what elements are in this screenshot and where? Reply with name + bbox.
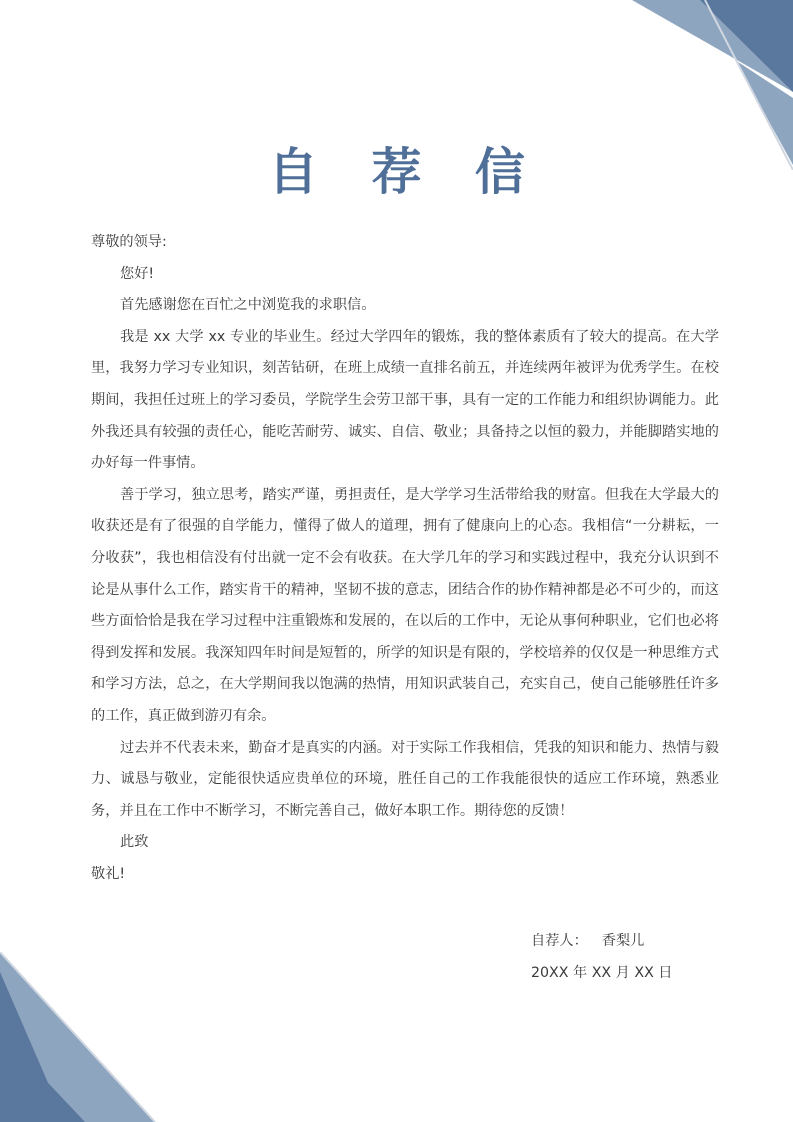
- signature-block: [531, 926, 672, 989]
- closing-line-1: 此致: [120, 834, 149, 851]
- signer-name: 香梨儿: [601, 933, 645, 949]
- letter-body: [91, 227, 719, 890]
- signer-line: [531, 926, 672, 958]
- paragraph-commitment: 过去并不代表未来，勤奋才是真实的内涵。对于实际工作我相信，凭我的知识和能力、热情与毅力、诚恳与敬业，定能很快适应贵单位的环境，胜任自己的工作我能很快的适应工作环境，熟悉业务，并且在工作中不断学习，不断完善自己，做好本职工作。期待您的反馈！: [91, 739, 719, 819]
- paragraph-background: 我是 xx 大学 xx 专业的毕业生。经过大学四年的锻炼，我的整体素质有了较大的提高。在大学里，我努力学习专业知识，刻苦钻研，在班上成绩一直排名前五，并连续两年被评为优秀学生。在校期间，我担任过班上的学习委员，学院学生会劳卫部干事，具有一定的工作能力和组织协调能力。此外我还具有较强的责任心，能吃苦耐劳、诚实、自信、敬业；具备持之以恒的毅力，并能脚踏实地的办好每一件事情。: [91, 328, 719, 472]
- letter-title: 自 荐 信: [268, 142, 543, 201]
- corner-decoration-bottom-left: [0, 952, 170, 1122]
- salutation: 尊敬的领导:: [91, 234, 167, 250]
- letter-date: 20XX 年 XX 月 XX 日: [531, 964, 673, 981]
- paragraph-thanks: 首先感谢您在百忙之中浏览我的求职信。: [120, 297, 376, 314]
- greeting: 您好!: [120, 265, 155, 282]
- signer-label: 自荐人：: [531, 933, 588, 949]
- paragraph-strengths: 善于学习，独立思考，踏实严谨，勇担责任，是大学学习生活带给我的财富。但我在大学最大的收获还是有了很强的自学能力，懂得了做人的道理，拥有了健康向上的心态。我相信“一分耕耘，一分收获”，我也相信没有付出就一定不会有收获。在大学几年的学习和实践过程中，我充分认识到不论是从事什么工作，踏实肯干的精神，坚韧不拔的意志，团结合作的协作精神都是必不可少的，而这些方面恰恰是我在学习过程中注重锻炼和发展的，在以后的工作中，无论从事何种职业，它们也必将得到发挥和发展。我深知四年时间是短暂的，所学的知识是有限的，学校培养的仅仅是一种思维方式和学习方法，总之，在大学期间我以饱满的热情，用知识武装自己，充实自己，使自己能够胜任许多的工作，真正做到游刃有余。: [91, 486, 719, 724]
- closing-line-2: 敬礼!: [91, 865, 126, 882]
